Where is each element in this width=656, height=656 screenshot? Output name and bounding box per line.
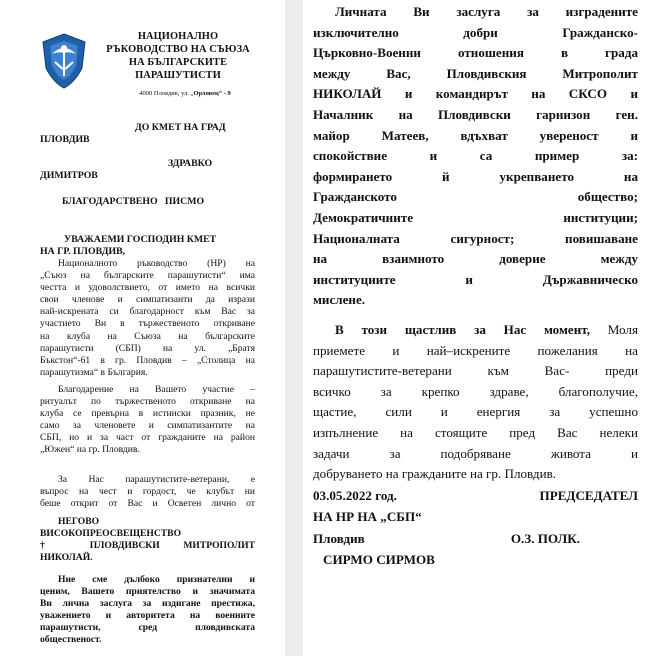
paragraph-1: Националното ръководство (НР) на „Съюз на българските парашутисти“ има честта и удоволствието, от името на всички свои членове и симпатизанти да изрази най-искрената си благодарност към Вас за участието Ви в тържественото откриване на клуба на Съюза на българските парашутисти (СБП) на ул. „Братя Бъкстон“-61 в гр. Пловдив – „Столица на парашутизма“ в България.: [40, 258, 255, 378]
recipient-block: ДО КМЕТ НА ГРАД ПЛОВДИВ ЗДРАВКО ДИМИТРОВ: [40, 122, 226, 181]
org-address: 4000 Пловдив, ул. „Орловец“ - 9: [139, 90, 231, 97]
metropolitan-block: НЕГОВО ВИСОКОПРЕОСВЕЩЕНСТВО † ПЛОВДИВСКИ МИТРОПОЛИТ НИКОЛАЙ.: [40, 516, 255, 564]
document-title: БЛАГОДАРСТВЕНО ПИСМО: [62, 196, 205, 207]
signer-org: НА НР НА „СБП“: [313, 508, 422, 524]
signer-role: ПРЕДСЕДАТЕЛ: [539, 488, 638, 503]
signer-name: СИРМО СИРМОВ: [323, 551, 435, 567]
paragraph-4: Ние сме дълбоко признателни и ценим, Вашето приятелство и значимата Ви лична заслуга за издигане престижа, уважението и авторитета на военните парашутисти, сред пловдивската общественост.: [40, 574, 255, 646]
letter-city: Пловдив: [313, 531, 365, 547]
merit-paragraph: Личната Ви заслуга за изградените изключително добри Гражданско- Църковно-Военни отношения в града между Вас, Пловдивския Митрополит НИКОЛАЙ и командирът на СКСО и Началник на Пловдивски гарнизон ген. майор Матеев, вдъхват увереност и спокойствие и са пример за: формирането й укрепването на Гражданското общество; Демократичните институции; Националната сигурност; повишаване на взаимното доверие между институциите и Държавническо мислене.: [313, 4, 638, 308]
left-page: [0, 0, 285, 656]
right-page: [303, 0, 656, 656]
salutation: УВАЖАЕМИ ГОСПОДИН КМЕТ НА ГР. ПЛОВДИВ,: [40, 234, 217, 257]
union-emblem-icon: [40, 32, 88, 90]
signature-block: [313, 486, 638, 570]
closing-bold-phrase: В този щастлив за Нас момент,: [335, 322, 590, 337]
closing-paragraph: В този щастлив за Нас момент, Моля приемете и най–искрените пожелания на парашутистите-ветерани към Вас- преди всичко за крепко здраве, благополучие, щастие, сили и енергия за успешно изпълнение на стоящите пред Вас нелеки задачи за подобряване живота и добруването на гражданите на гр. Пловдив.: [313, 322, 638, 482]
signer-rank: О.З. ПОЛК.: [510, 531, 580, 547]
letter-date: 03.05.2022 год.: [313, 488, 397, 503]
org-name: НАЦИОНАЛНО РЪКОВОДСТВО НА СЪЮЗА НА БЪЛГАРСКИТЕ ПАРАШУТИСТИ: [106, 31, 250, 81]
paragraph-2: Благодарение на Вашето участие – ритуалът по тържественото откриване на клуба се превърна в истински празник, не само за членовете и симпатизантите на СБП, но и за част от гражданите на район „Южен“ на гр. Пловдив.: [40, 384, 255, 456]
paragraph-3: За Нас парашутистите-ветерани, е въпрос на чест и гордост, че клубът ни беше открит от Вас и Осветен лично от: [40, 474, 255, 510]
page-divider: [285, 0, 303, 656]
